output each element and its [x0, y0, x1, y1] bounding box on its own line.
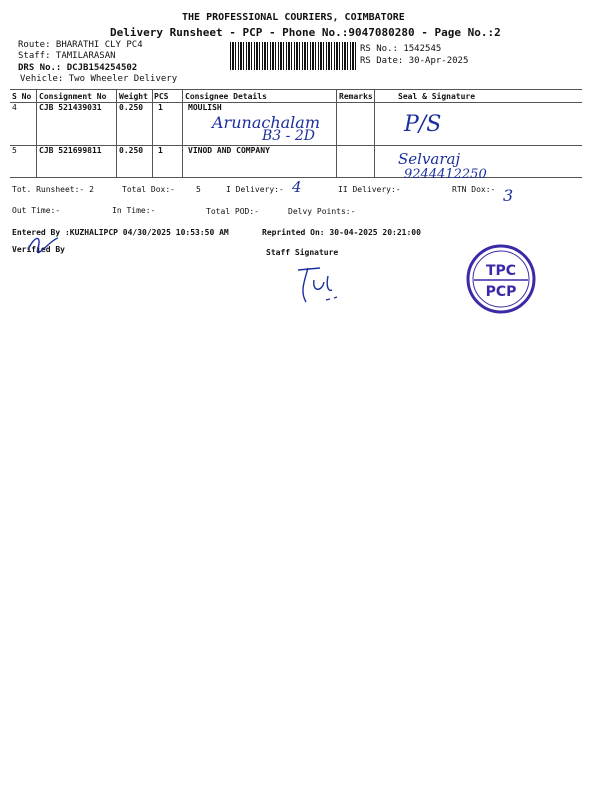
runsheet-title: Delivery Runsheet - PCP - Phone No.:9047080280 - Page No.:2 [110, 26, 501, 39]
rtn-dox-label: RTN Dox:- [452, 185, 496, 194]
rs-date: RS Date: 30-Apr-2025 [360, 56, 469, 66]
col-header-remarks: Remarks [339, 92, 373, 101]
drs-number: DRS No.: DCJB154254502 [18, 63, 138, 73]
col-header-consignee: Consignee Details [185, 92, 267, 101]
table-row-weight: 0.250 [119, 103, 144, 112]
table-row-consignment: CJB 521439031 [39, 103, 102, 112]
col-header-consignment: Consignment No [39, 92, 107, 101]
verifier-signature-icon [24, 230, 64, 258]
col-rule [182, 89, 183, 177]
total-dox-value: 5 [196, 185, 201, 194]
table-row-pcs: 1 [158, 103, 163, 112]
tot-runsheet: Tot. Runsheet:- 2 [12, 185, 94, 194]
staff-label: Staff: TAMILARASAN [18, 51, 116, 61]
total-pod: Total POD:- [206, 207, 259, 216]
vehicle-label: Vehicle: Two Wheeler Delivery [20, 74, 178, 84]
total-dox-label: Total Dox:- [122, 185, 175, 194]
col-rule [116, 89, 117, 177]
col-header-sno: S No [12, 92, 32, 101]
col-header-weight: Weight [119, 92, 148, 101]
company-stamp-icon [464, 242, 538, 316]
out-time: Out Time:- [12, 206, 61, 215]
handwritten-phone: 9244412250 [404, 167, 487, 182]
table-row-pcs: 1 [158, 146, 163, 155]
table-top-rule [10, 89, 582, 90]
handwritten-consignee: Arunachalam [212, 113, 320, 132]
i-delivery-label: I Delivery:- [226, 185, 284, 194]
reprinted-on: Reprinted On: 30-04-2025 20:21:00 [262, 228, 421, 237]
delvy-points: Delvy Points:- [288, 207, 356, 216]
handwritten-signature: Selvaraj [398, 150, 461, 168]
in-time: In Time:- [112, 206, 156, 215]
handwritten-consignee: B3 - 2D [262, 128, 315, 144]
table-row-sno: 4 [12, 103, 17, 112]
rtn-dox-handwritten: 3 [503, 186, 514, 205]
staff-signature-label: Staff Signature [266, 248, 339, 257]
i-delivery-handwritten: 4 [292, 178, 302, 196]
rs-number: RS No.: 1542545 [360, 44, 442, 54]
route-label: Route: BHARATHI CLY PC4 [18, 40, 143, 50]
stamp-bottom-text: PCP [485, 284, 517, 300]
table-row-sno: 5 [12, 146, 17, 155]
entered-by: Entered By :KUZHALIPCP 04/30/2025 10:53:50 AM [12, 228, 229, 237]
company-title: THE PROFESSIONAL COURIERS, COIMBATORE [182, 12, 405, 23]
ii-delivery-label: II Delivery:- [338, 185, 401, 194]
col-header-seal: Seal & Signature [398, 92, 476, 101]
verified-by: Verified By [12, 245, 65, 254]
col-rule [336, 89, 337, 177]
stamp-top-text: TPC [485, 263, 517, 279]
table-row-consignee: VINOD AND COMPANY [188, 146, 270, 155]
table-row-weight: 0.250 [119, 146, 144, 155]
col-rule [36, 89, 37, 177]
staff-signature-icon [292, 262, 344, 308]
table-row-consignment: CJB 521699811 [39, 146, 102, 155]
handwritten-signature: P/S [404, 112, 442, 137]
table-row-consignee: MOULISH [188, 103, 222, 112]
col-header-pcs: PCS [154, 92, 169, 101]
barcode-icon [230, 42, 356, 70]
col-rule [152, 89, 153, 177]
col-rule [374, 89, 375, 177]
